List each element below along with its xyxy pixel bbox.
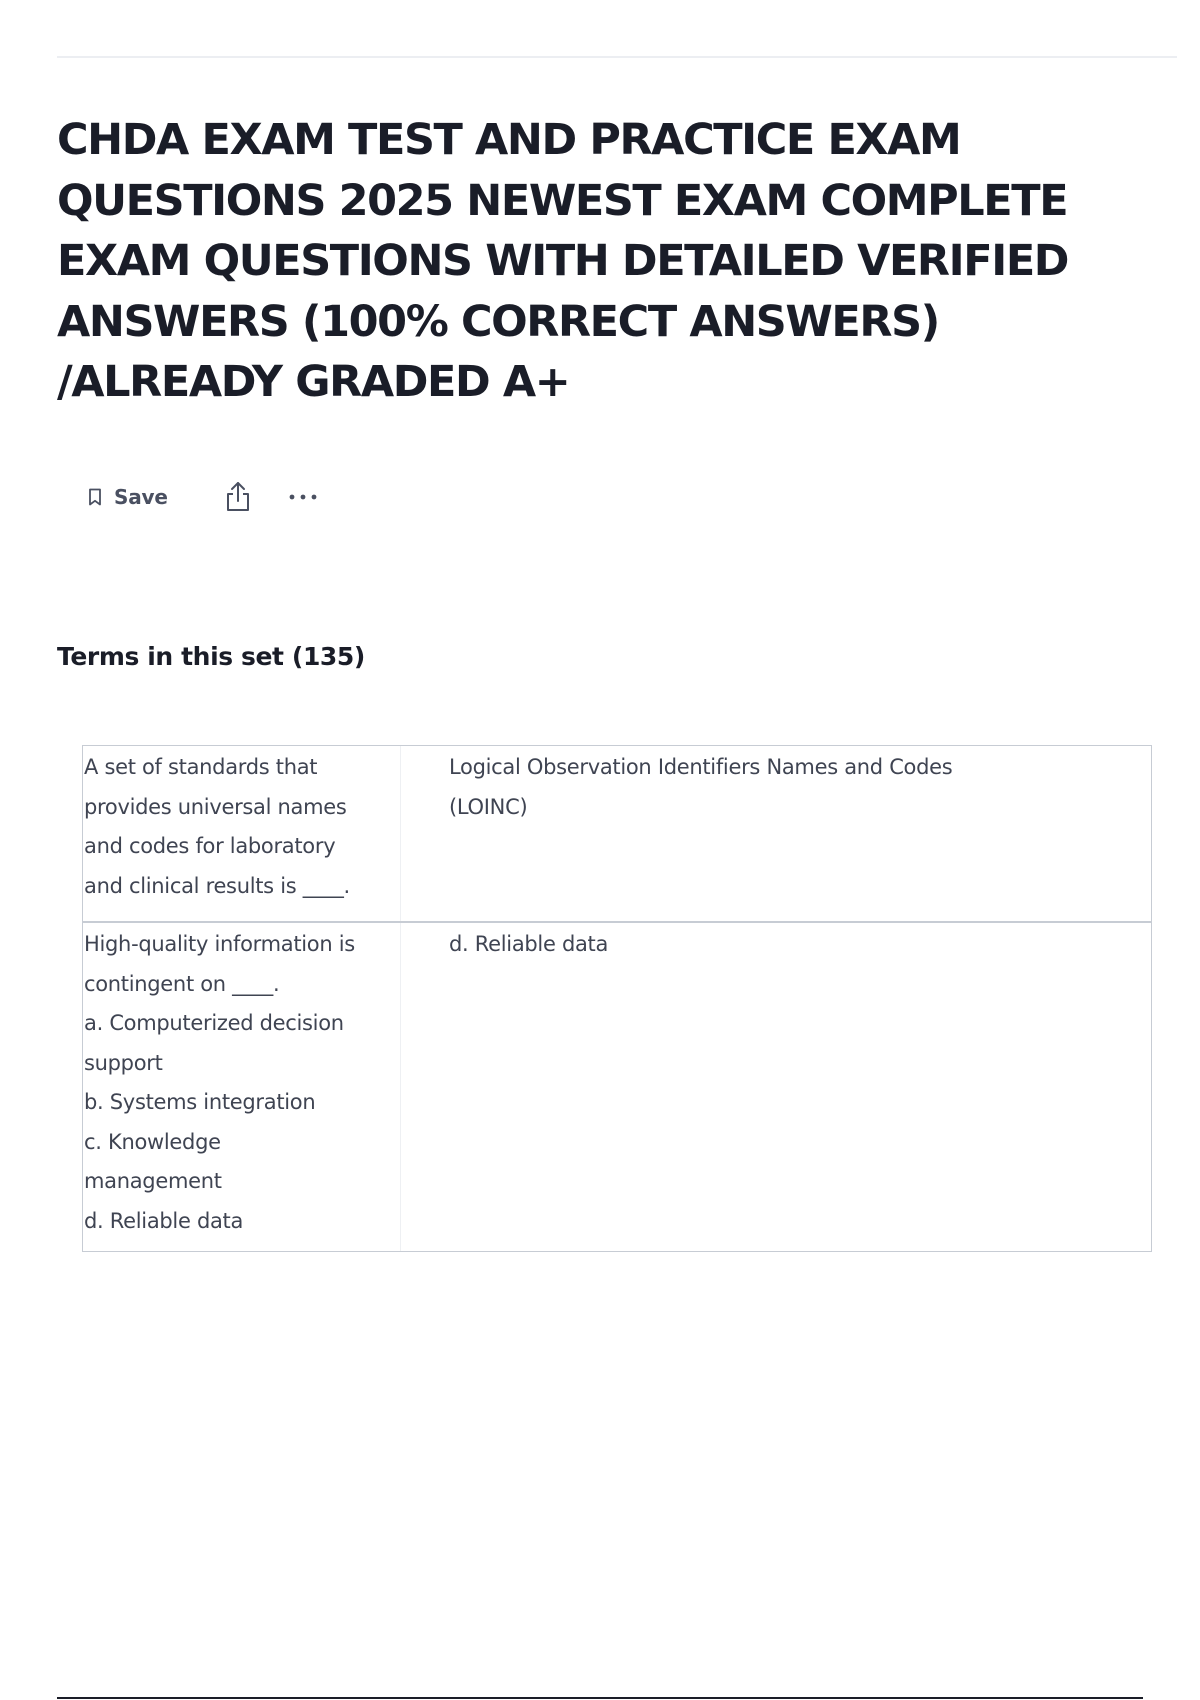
action-bar [86, 480, 318, 514]
save-label: Save [114, 485, 168, 509]
terms-table [82, 745, 1152, 1252]
bottom-divider [57, 1697, 1143, 1699]
term-row [83, 746, 1151, 921]
term-text: High-quality information is contingent on ____. a. Computerized decision support b. Systems integration c. Knowledge management d. Reliable data [83, 923, 401, 1251]
more-horizontal-icon [288, 493, 318, 501]
top-divider [57, 56, 1177, 58]
more-options-button[interactable] [288, 493, 318, 501]
definition-text: d. Reliable data [449, 932, 609, 956]
share-icon [224, 481, 252, 513]
term-text: A set of standards that provides universal names and codes for laboratory and clinical results is ____. [83, 746, 401, 921]
bookmark-icon [88, 488, 102, 506]
term-row [83, 921, 1151, 1251]
definition-text: Logical Observation Identifiers Names and Codes (LOINC) [449, 755, 953, 819]
page-title: CHDA EXAM TEST AND PRACTICE EXAM QUESTIONS 2025 NEWEST EXAM COMPLETE EXAM QUESTIONS WITH DETAILED VERIFIED ANSWERS (100% CORRECT ANSWERS) /ALREADY GRADED A+ [57, 115, 1069, 407]
terms-heading: Terms in this set (135) [57, 642, 365, 671]
share-button[interactable] [224, 481, 252, 513]
save-button[interactable] [86, 480, 170, 514]
